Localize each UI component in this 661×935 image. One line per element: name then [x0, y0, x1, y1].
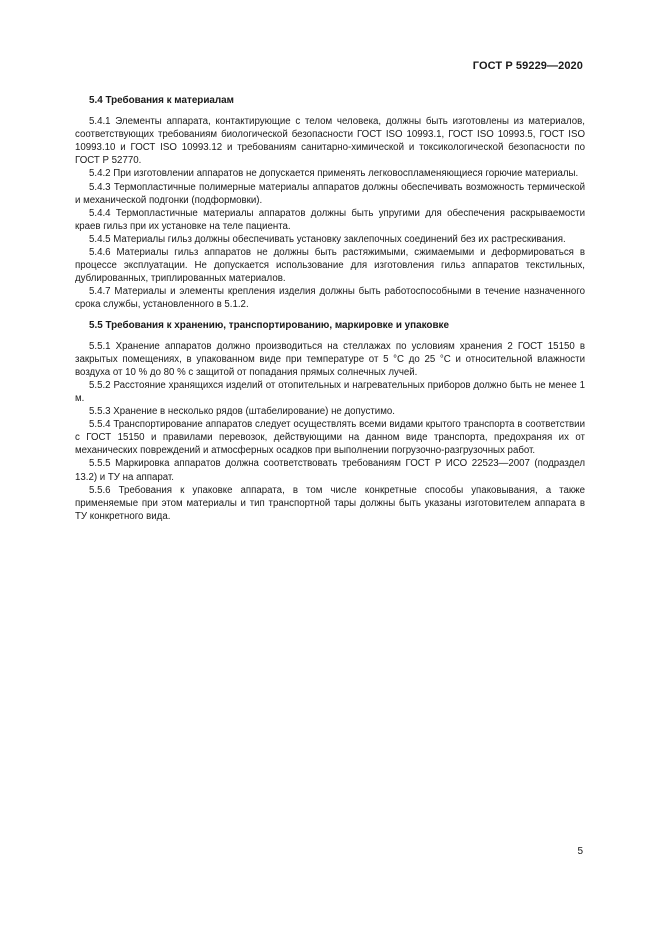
- paragraph: 5.4.1 Элементы аппарата, контактирующие с телом человека, должны быть изготовлены из материалов, соответствующих требованиям биологической безопасности ГОСТ ISO 10993.1, ГОСТ ISO 10993.5, ГОСТ ISO 10993.10 и ГОСТ ISO 10993.12 и требованиям санитарно-химической и токсикологической безопасности по ГОСТ Р 52770.: [75, 116, 585, 167]
- paragraph: 5.5.4 Транспортирование аппаратов следует осуществлять всеми видами крытого транспорта в соответствии с ГОСТ 15150 и правилами перевозок, действующими на данном виде транспорта, предохраняя их от механических повреждений и атмосферных осадков при выполнении погрузочно-разгрузочных работ.: [75, 419, 585, 457]
- paragraph: 5.4.4 Термопластичные материалы аппаратов должны быть упругими для обеспечения раскрываемости краев гильз при их установке на теле пациента.: [75, 207, 585, 232]
- paragraph: 5.5.5 Маркировка аппаратов должна соответствовать требованиям ГОСТ Р ИСО 22523—2007 (подраздел 13.2) и ТУ на аппарат.: [75, 458, 585, 483]
- paragraph: 5.4.7 Материалы и элементы крепления изделия должны быть работоспособными в течение назначенного срока службы, установленного в 5.1.2.: [75, 286, 585, 311]
- paragraph: 5.5.3 Хранение в несколько рядов (штабелирование) не допустимо.: [89, 406, 395, 418]
- section-storage-transport: [75, 319, 585, 523]
- paragraph: 5.5.1 Хранение аппаратов должно производиться на стеллажах по условиям хранения 2 ГОСТ 15150 в закрытых помещениях, в упакованном виде при температуре от 5 °С до 25 °С и относительной влажности воздуха от 10 % до 80 % с защитой от попадания прямых солнечных лучей.: [75, 340, 585, 378]
- section-heading: 5.4 Требования к материалам: [89, 95, 234, 106]
- paragraph: 5.5.6 Требования к упаковке аппарата, в том числе конкретные способы упаковывания, а также применяемые при этом материалы и тип транспортной тары должны быть указаны изготовителем аппарата в ТУ конкретного вида.: [75, 484, 585, 522]
- paragraph: 5.4.5 Материалы гильз должны обеспечивать установку заклепочных соединений без их растрескивания.: [89, 233, 566, 245]
- section-materials: [75, 94, 585, 312]
- paragraph: 5.4.2 При изготовлении аппаратов не допускается применять легковоспламеняющиеся горючие материалы.: [89, 168, 579, 180]
- paragraph: 5.4.6 Материалы гильз аппаратов не должны быть растяжимыми, сжимаемыми и деформироваться в процессе эксплуатации. Не допускается использование для изготовления гильз аппаратов текстильных, дублированных, триплированных материалов.: [75, 247, 585, 285]
- paragraph: 5.4.3 Термопластичные полимерные материалы аппаратов должны обеспечивать возможность термической и механической подгонки (подформовки).: [75, 181, 585, 206]
- page-number: 5: [577, 846, 583, 857]
- section-heading: 5.5 Требования к хранению, транспортированию, маркировке и упаковке: [89, 319, 449, 331]
- document-code: ГОСТ Р 59229—2020: [472, 60, 583, 72]
- paragraph: 5.5.2 Расстояние хранящихся изделий от отопительных и нагревательных приборов должно быть не менее 1 м.: [75, 379, 585, 404]
- section-spacer: [75, 312, 585, 319]
- document-body: [75, 94, 585, 523]
